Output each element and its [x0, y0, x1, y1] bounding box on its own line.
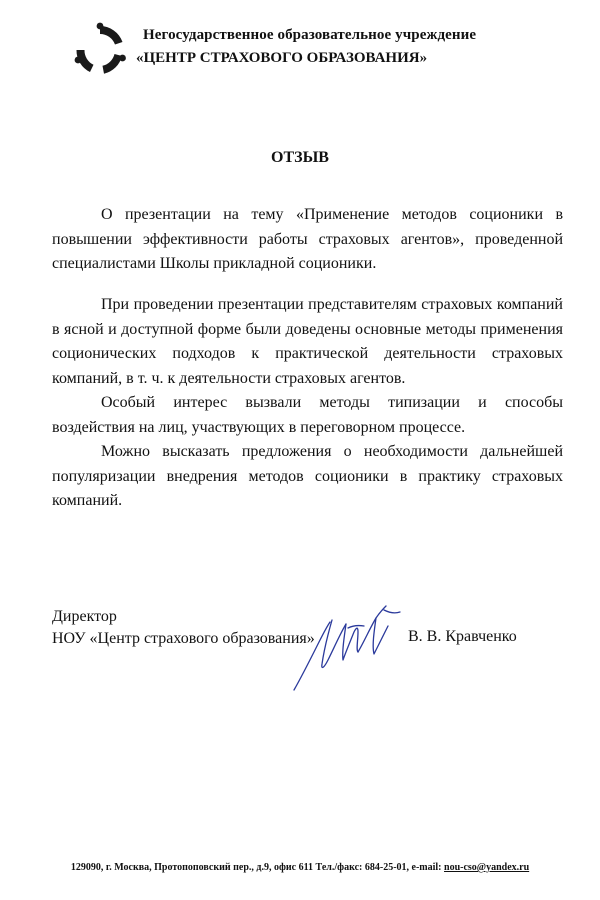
main-paragraph-block	[52, 293, 563, 514]
organization-title: «ЦЕНТР СТРАХОВОГО ОБРАЗОВАНИЯ»	[136, 50, 428, 66]
signatory-name: В. В. Кравченко	[408, 628, 517, 645]
footer-contacts	[0, 862, 600, 873]
footer-email-link[interactable]: nou-cso@yandex.ru	[444, 862, 530, 873]
organization-short-name: НОУ «Центр страхового образования»	[52, 630, 315, 647]
paragraph: Можно высказать предложения о необходимости дальнейшей популяризации внедрения методов соционики в практику страховых компаний.	[52, 443, 563, 509]
handwritten-signature-icon	[288, 598, 408, 698]
paragraph: О презентации на тему «Применение методов соционики в повышении эффективности работы страховых агентов», проведенной специалистами Школы прикладной соционики.	[52, 206, 563, 272]
organization-name: Негосударственное образовательное учреждение	[143, 27, 477, 43]
signatory-position	[52, 606, 315, 650]
document-title: ОТЗЫВ	[271, 149, 329, 166]
intro-paragraph-block	[52, 203, 563, 277]
circular-arrows-logo-icon	[70, 20, 130, 80]
position-title: Директор	[52, 608, 117, 625]
footer-address: 129090, г. Москва, Протопоповский пер., д.9, офис 611 Тел./факс: 684-25-01, e-mail:	[70, 862, 445, 873]
paragraph: Особый интерес вызвали методы типизации и способы воздействия на лиц, участвующих в переговорном процессе.	[52, 394, 563, 436]
paragraph: При проведении презентации представителям страховых компаний в ясной и доступной форме были доведены основные методы применения соционических подходов к практической деятельности страховых компаний, в т. ч. к деятельности страховых агентов.	[52, 296, 563, 387]
